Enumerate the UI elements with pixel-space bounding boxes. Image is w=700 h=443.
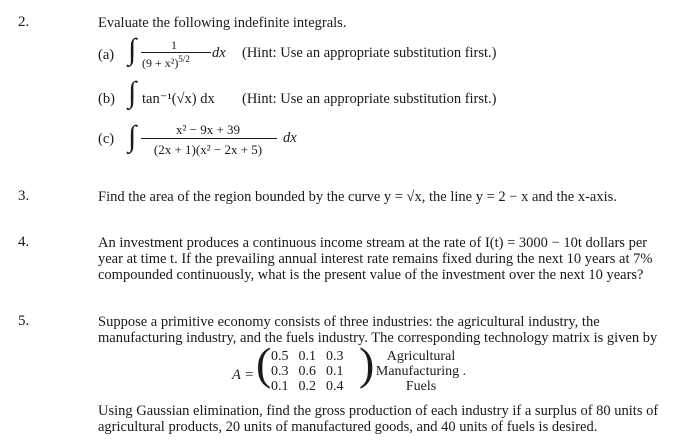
matrix-row <box>266 349 349 364</box>
question-5-line-3: Using Gaussian elimination, find the gross production of each industry if a surplus of 80 units of <box>98 403 659 419</box>
part-c-label: (c) <box>98 131 115 147</box>
fraction-c-bar <box>141 138 277 139</box>
expression-b: tan⁻¹(√x) dx <box>142 91 215 107</box>
question-4-line-1: An investment produces a continuous income stream at the rate of I(t) = 3000 − 10t dollars per <box>98 235 648 251</box>
matrix-cell: 0.3 <box>326 349 344 364</box>
differential-a: dx <box>212 45 226 61</box>
fraction-c-numerator <box>140 121 276 139</box>
integral-sign-b: ∫ <box>128 76 137 109</box>
question-3-text: Find the area of the region bounded by the curve y = √x, the line y = 2 − x and the x-axis. <box>98 189 617 205</box>
differential-c: dx <box>283 130 297 146</box>
question-2-title: Evaluate the following indefinite integrals. <box>98 15 347 31</box>
matrix-row-labels <box>375 349 467 394</box>
hint-b: (Hint: Use an appropriate substitution first.) <box>242 91 497 107</box>
question-number-4: 4. <box>18 234 30 250</box>
matrix-cell: 0.4 <box>326 379 344 394</box>
question-number-5: 5. <box>18 313 30 329</box>
fraction-c-num-text: x² − 9x + 39 <box>175 122 241 137</box>
question-4-line-3: compounded continuously, what is the present value of the investment over the next 10 years? <box>98 267 644 283</box>
row-label-fuels: Fuels <box>405 379 437 394</box>
matrix-cell: 0.6 <box>298 364 316 379</box>
question-5-line-4: agricultural products, 20 units of manufactured goods, and 40 units of fuels is desired. <box>98 419 598 435</box>
integral-sign-c: ∫ <box>128 120 137 153</box>
matrix-left-paren: ( <box>256 338 272 389</box>
row-label-agricultural: Agricultural <box>386 349 456 364</box>
matrix-row <box>266 379 349 394</box>
question-number-3: 3. <box>18 188 30 204</box>
fraction-c-denominator <box>140 141 276 159</box>
fraction-a-num-text: 1 <box>171 38 177 52</box>
fraction-a-den-text: (9 + x²) <box>142 56 179 70</box>
part-a-label: (a) <box>98 47 115 63</box>
question-number-2: 2. <box>18 14 30 30</box>
matrix-cell: 0.2 <box>298 379 316 394</box>
matrix-cell: 0.1 <box>298 349 316 364</box>
question-5-line-1: Suppose a primitive economy consists of three industries: the agricultural industry, the <box>98 314 600 330</box>
matrix-cell: 0.1 <box>271 379 289 394</box>
fraction-a-exponent: 5/2 <box>178 54 190 64</box>
matrix-cell: 0.1 <box>326 364 344 379</box>
matrix-cell: 0.3 <box>271 364 289 379</box>
matrix-row <box>266 364 349 379</box>
fraction-a-bar <box>141 52 211 53</box>
row-label-manufacturing: Manufacturing . <box>375 364 467 379</box>
hint-a: (Hint: Use an appropriate substitution first.) <box>242 45 497 61</box>
part-b-label: (b) <box>98 91 115 107</box>
matrix-label: A = <box>232 367 255 383</box>
integral-sign-a: ∫ <box>128 33 137 66</box>
question-4-line-2: year at time t. If the prevailing annual interest rate remains fixed during the next 10 years at 7% <box>98 251 653 267</box>
question-5-line-2: manufacturing industry, and the fuels industry. The corresponding technology matrix is given by <box>98 330 658 346</box>
fraction-a-denominator <box>142 54 190 71</box>
matrix-right-paren: ) <box>359 338 375 389</box>
fraction-c-den-text: (2x + 1)(x² − 2x + 5) <box>153 142 263 157</box>
matrix-cell: 0.5 <box>271 349 289 364</box>
technology-matrix <box>266 349 349 394</box>
